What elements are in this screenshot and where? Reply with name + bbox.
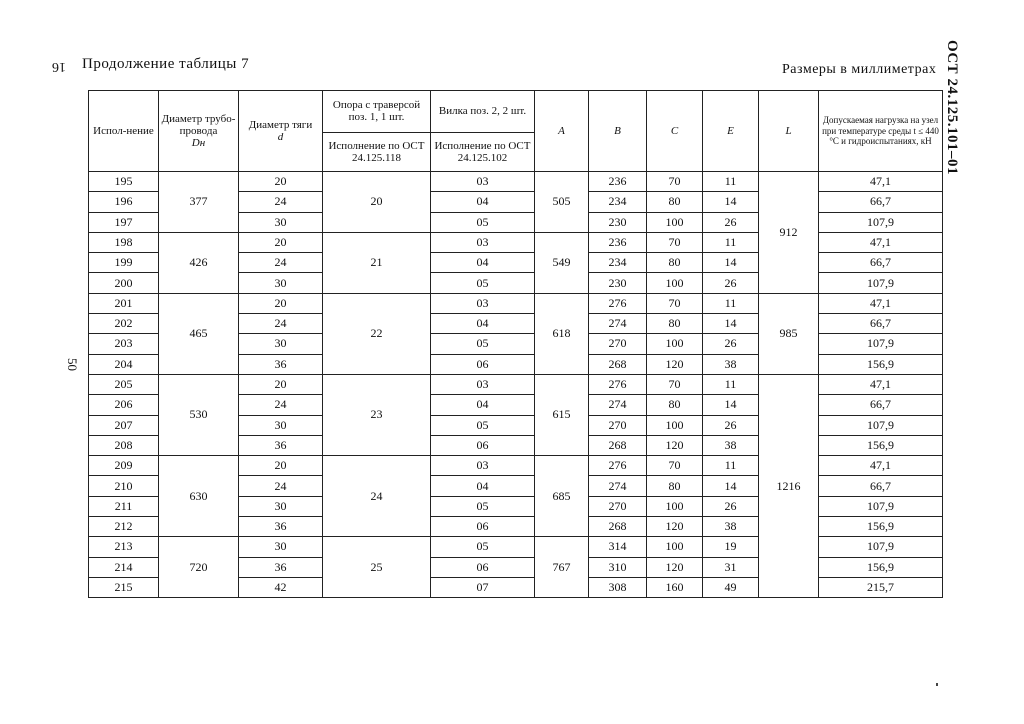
cell-C: 120 — [647, 435, 703, 455]
header-load: Допускаемая нагрузка на узел при температуре среды t ≤ 440 °С и гидроиспытаниях, кН — [819, 91, 943, 172]
cell-load: 47,1 — [819, 232, 943, 252]
cell-ispolnenie: 197 — [89, 212, 159, 232]
cell-fork: 07 — [431, 577, 535, 597]
continuation-title: Продолжение таблицы 7 — [82, 56, 250, 72]
cell-B: 310 — [589, 557, 647, 577]
cell-C: 70 — [647, 232, 703, 252]
cell-A: 549 — [535, 232, 589, 293]
cell-pipe-diameter: 720 — [159, 537, 239, 598]
cell-ispolnenie: 204 — [89, 354, 159, 374]
cell-rod-diameter: 30 — [239, 415, 323, 435]
cell-C: 100 — [647, 496, 703, 516]
header-rod-diameter-symbol: d — [277, 131, 284, 143]
cell-rod-diameter: 24 — [239, 314, 323, 334]
cell-C: 100 — [647, 334, 703, 354]
cell-load: 107,9 — [819, 273, 943, 293]
header-B: B — [589, 91, 647, 172]
cell-load: 66,7 — [819, 253, 943, 273]
cell-rod-diameter: 24 — [239, 192, 323, 212]
cell-E: 11 — [703, 374, 759, 394]
header-support: Опора с траверсой поз. 1, 1 шт. — [323, 91, 431, 133]
units-note: Размеры в миллиметрах — [782, 62, 937, 77]
cell-load: 156,9 — [819, 435, 943, 455]
cell-E: 38 — [703, 517, 759, 537]
cell-E: 38 — [703, 435, 759, 455]
header-E: E — [703, 91, 759, 172]
cell-E: 26 — [703, 415, 759, 435]
cell-C: 80 — [647, 253, 703, 273]
cell-B: 234 — [589, 192, 647, 212]
cell-B: 236 — [589, 172, 647, 192]
cell-ispolnenie: 198 — [89, 232, 159, 252]
cell-B: 308 — [589, 577, 647, 597]
cell-load: 107,9 — [819, 415, 943, 435]
cell-fork: 05 — [431, 415, 535, 435]
standard-code: ОСТ 24.125.101–01 — [944, 40, 960, 175]
cell-B: 268 — [589, 435, 647, 455]
cell-load: 47,1 — [819, 456, 943, 476]
table-row — [89, 172, 943, 192]
cell-ispolnenie: 210 — [89, 476, 159, 496]
cell-rod-diameter: 36 — [239, 435, 323, 455]
header-pipe-diameter-symbol: Dн — [191, 137, 206, 150]
cell-C: 100 — [647, 537, 703, 557]
cell-ispolnenie: 196 — [89, 192, 159, 212]
cell-L: 985 — [759, 293, 819, 374]
cell-B: 234 — [589, 253, 647, 273]
cell-rod-diameter: 24 — [239, 253, 323, 273]
cell-load: 215,7 — [819, 577, 943, 597]
cell-load: 156,9 — [819, 557, 943, 577]
cell-fork: 06 — [431, 517, 535, 537]
cell-E: 26 — [703, 496, 759, 516]
cell-load: 66,7 — [819, 192, 943, 212]
cell-fork: 03 — [431, 374, 535, 394]
table-body — [89, 172, 943, 598]
cell-ispolnenie: 200 — [89, 273, 159, 293]
cell-ispolnenie: 199 — [89, 253, 159, 273]
cell-rod-diameter: 30 — [239, 537, 323, 557]
cell-rod-diameter: 24 — [239, 476, 323, 496]
cell-B: 230 — [589, 212, 647, 232]
header-pipe-diameter — [159, 91, 239, 172]
cell-C: 120 — [647, 354, 703, 374]
cell-fork: 03 — [431, 172, 535, 192]
cell-A: 767 — [535, 537, 589, 598]
cell-ispolnenie: 195 — [89, 172, 159, 192]
cell-fork: 04 — [431, 395, 535, 415]
header-A: A — [535, 91, 589, 172]
cell-rod-diameter: 30 — [239, 496, 323, 516]
cell-load: 107,9 — [819, 212, 943, 232]
cell-C: 80 — [647, 476, 703, 496]
cell-fork: 03 — [431, 232, 535, 252]
cell-fork: 03 — [431, 293, 535, 313]
header-support-sub: Исполнение по ОСТ 24.125.118 — [323, 132, 431, 172]
cell-load: 107,9 — [819, 496, 943, 516]
cell-rod-diameter: 30 — [239, 334, 323, 354]
table-row — [89, 293, 943, 313]
cell-ispolnenie: 201 — [89, 293, 159, 313]
cell-load: 66,7 — [819, 395, 943, 415]
cell-B: 314 — [589, 537, 647, 557]
cell-fork: 05 — [431, 537, 535, 557]
cell-ispolnenie: 214 — [89, 557, 159, 577]
cell-C: 100 — [647, 212, 703, 232]
cell-pipe-diameter: 630 — [159, 456, 239, 537]
header-pipe-diameter-label: Диаметр трубо-провода — [161, 112, 236, 137]
cell-ispolnenie: 211 — [89, 496, 159, 516]
cell-support: 25 — [323, 537, 431, 598]
cell-fork: 05 — [431, 334, 535, 354]
cell-load: 47,1 — [819, 172, 943, 192]
cell-B: 276 — [589, 293, 647, 313]
cell-A: 618 — [535, 293, 589, 374]
cell-E: 14 — [703, 314, 759, 334]
cell-fork: 06 — [431, 354, 535, 374]
cell-support: 23 — [323, 374, 431, 455]
cell-load: 156,9 — [819, 354, 943, 374]
cell-L: 1216 — [759, 374, 819, 597]
cell-ispolnenie: 202 — [89, 314, 159, 334]
cell-ispolnenie: 207 — [89, 415, 159, 435]
cell-rod-diameter: 36 — [239, 354, 323, 374]
scan-artifact — [936, 683, 938, 686]
cell-rod-diameter: 20 — [239, 293, 323, 313]
cell-rod-diameter: 20 — [239, 374, 323, 394]
cell-support: 22 — [323, 293, 431, 374]
cell-load: 107,9 — [819, 334, 943, 354]
cell-ispolnenie: 212 — [89, 517, 159, 537]
header-fork: Вилка поз. 2, 2 шт. — [431, 91, 535, 133]
cell-load: 107,9 — [819, 537, 943, 557]
cell-ispolnenie: 206 — [89, 395, 159, 415]
cell-B: 274 — [589, 476, 647, 496]
cell-pipe-diameter: 530 — [159, 374, 239, 455]
cell-pipe-diameter: 377 — [159, 172, 239, 233]
cell-C: 80 — [647, 314, 703, 334]
cell-C: 80 — [647, 395, 703, 415]
cell-pipe-diameter: 465 — [159, 293, 239, 374]
cell-ispolnenie: 205 — [89, 374, 159, 394]
side-page-number: 50 — [65, 358, 80, 371]
cell-E: 11 — [703, 232, 759, 252]
cell-E: 38 — [703, 354, 759, 374]
cell-fork: 04 — [431, 253, 535, 273]
cell-B: 270 — [589, 415, 647, 435]
cell-fork: 03 — [431, 456, 535, 476]
cell-B: 274 — [589, 395, 647, 415]
cell-E: 14 — [703, 253, 759, 273]
cell-A: 615 — [535, 374, 589, 455]
cell-fork: 05 — [431, 273, 535, 293]
header-ispolnenie: Испол-нение — [89, 91, 159, 172]
cell-B: 270 — [589, 334, 647, 354]
cell-rod-diameter: 20 — [239, 232, 323, 252]
cell-support: 20 — [323, 172, 431, 233]
cell-C: 70 — [647, 456, 703, 476]
cell-C: 70 — [647, 293, 703, 313]
cell-ispolnenie: 209 — [89, 456, 159, 476]
header-L: L — [759, 91, 819, 172]
cell-rod-diameter: 24 — [239, 395, 323, 415]
cell-C: 70 — [647, 374, 703, 394]
cell-B: 274 — [589, 314, 647, 334]
cell-C: 120 — [647, 557, 703, 577]
cell-ispolnenie: 213 — [89, 537, 159, 557]
cell-E: 14 — [703, 395, 759, 415]
cell-ispolnenie: 203 — [89, 334, 159, 354]
cell-C: 100 — [647, 273, 703, 293]
cell-pipe-diameter: 426 — [159, 232, 239, 293]
cell-fork: 06 — [431, 557, 535, 577]
cell-C: 120 — [647, 517, 703, 537]
page-number: 16 — [52, 59, 66, 74]
cell-ispolnenie: 215 — [89, 577, 159, 597]
cell-fork: 05 — [431, 496, 535, 516]
cell-E: 26 — [703, 334, 759, 354]
cell-A: 685 — [535, 456, 589, 537]
cell-support: 21 — [323, 232, 431, 293]
cell-C: 80 — [647, 192, 703, 212]
cell-L: 912 — [759, 172, 819, 294]
header-fork-sub: Исполнение по ОСТ 24.125.102 — [431, 132, 535, 172]
cell-B: 268 — [589, 517, 647, 537]
cell-E: 26 — [703, 273, 759, 293]
cell-C: 100 — [647, 415, 703, 435]
cell-load: 47,1 — [819, 374, 943, 394]
cell-fork: 04 — [431, 476, 535, 496]
cell-E: 11 — [703, 172, 759, 192]
cell-B: 230 — [589, 273, 647, 293]
cell-rod-diameter: 36 — [239, 517, 323, 537]
cell-rod-diameter: 20 — [239, 456, 323, 476]
cell-load: 66,7 — [819, 476, 943, 496]
cell-load: 66,7 — [819, 314, 943, 334]
dimensions-table — [88, 90, 943, 598]
cell-E: 26 — [703, 212, 759, 232]
cell-rod-diameter: 30 — [239, 273, 323, 293]
cell-load: 156,9 — [819, 517, 943, 537]
cell-support: 24 — [323, 456, 431, 537]
cell-E: 11 — [703, 293, 759, 313]
cell-B: 236 — [589, 232, 647, 252]
cell-E: 31 — [703, 557, 759, 577]
cell-B: 268 — [589, 354, 647, 374]
cell-A: 505 — [535, 172, 589, 233]
cell-rod-diameter: 42 — [239, 577, 323, 597]
cell-rod-diameter: 36 — [239, 557, 323, 577]
cell-B: 276 — [589, 374, 647, 394]
cell-fork: 06 — [431, 435, 535, 455]
cell-C: 70 — [647, 172, 703, 192]
header-rod-diameter-label: Диаметр тяги — [248, 118, 313, 131]
cell-B: 276 — [589, 456, 647, 476]
cell-C: 160 — [647, 577, 703, 597]
cell-E: 49 — [703, 577, 759, 597]
cell-load: 47,1 — [819, 293, 943, 313]
cell-ispolnenie: 208 — [89, 435, 159, 455]
header-rod-diameter — [239, 91, 323, 172]
cell-rod-diameter: 30 — [239, 212, 323, 232]
table-row — [89, 374, 943, 394]
cell-fork: 04 — [431, 192, 535, 212]
cell-E: 11 — [703, 456, 759, 476]
cell-fork: 04 — [431, 314, 535, 334]
cell-B: 270 — [589, 496, 647, 516]
cell-E: 19 — [703, 537, 759, 557]
cell-E: 14 — [703, 192, 759, 212]
header-C: C — [647, 91, 703, 172]
cell-E: 14 — [703, 476, 759, 496]
cell-rod-diameter: 20 — [239, 172, 323, 192]
cell-fork: 05 — [431, 212, 535, 232]
